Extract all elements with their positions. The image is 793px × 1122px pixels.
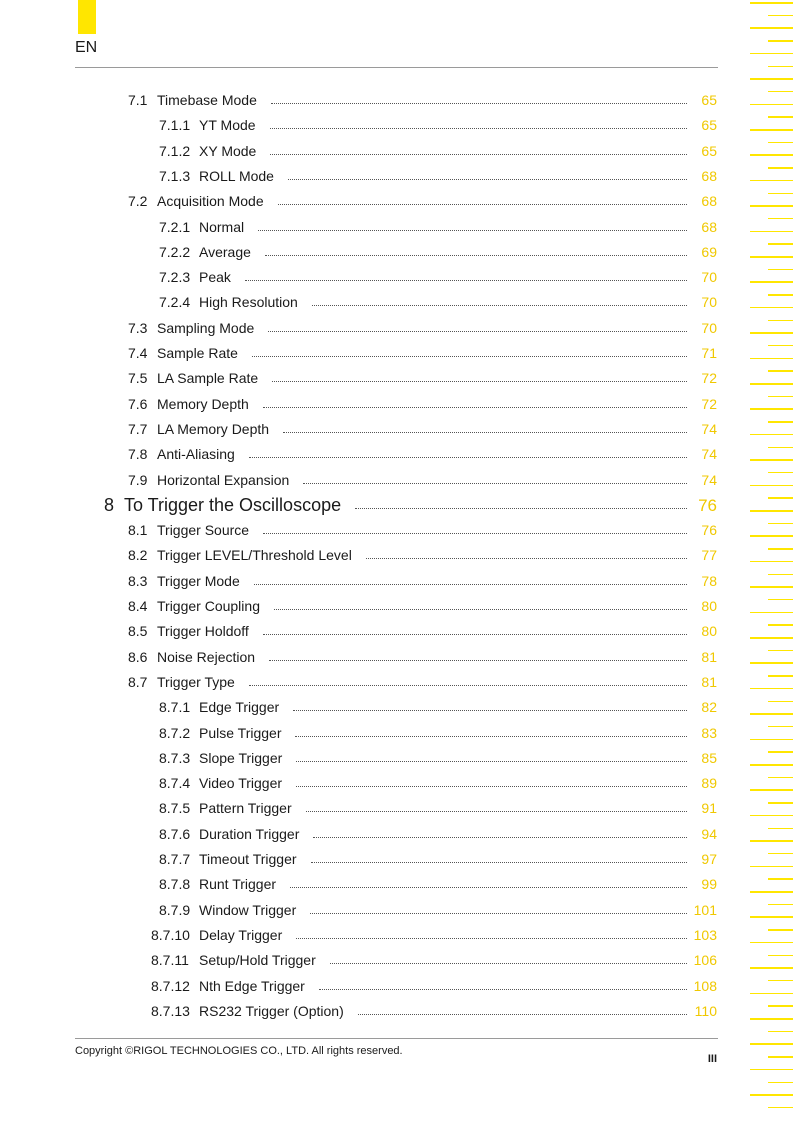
toc-dot-leader (271, 103, 687, 104)
toc-entry-number: 8.6 (128, 648, 148, 665)
toc-page-number: 65 (701, 92, 717, 108)
toc-dot-leader (270, 128, 687, 129)
toc-entry-title: LA Memory Depth (157, 420, 270, 437)
toc-entry-number: 7.2.1 (159, 218, 191, 235)
toc-dot-leader (265, 255, 687, 256)
toc-page-number: 69 (701, 243, 717, 260)
ruler-tick (768, 1082, 793, 1084)
toc-entry-8-7-3[interactable] (0, 746, 793, 771)
toc-dot-leader (330, 963, 687, 964)
ruler-tick (768, 15, 793, 17)
toc-page-number: 106 (693, 952, 717, 969)
toc-entry-number: 7.3 (128, 319, 148, 336)
toc-entry-title: Delay Trigger (199, 926, 283, 943)
toc-entry-number: 8.2 (128, 547, 148, 564)
toc-entry-8[interactable] (0, 493, 793, 518)
toc-entry-title: RS232 Trigger (Option) (199, 1002, 344, 1019)
toc-entry-number: 8.3 (128, 572, 148, 589)
toc-entry-title: Peak (199, 269, 231, 286)
ruler-tick (768, 1107, 793, 1109)
toc-dot-leader (268, 331, 687, 332)
toc-dot-leader (306, 811, 687, 812)
ruler-tick (750, 1043, 793, 1045)
toc-page-number: 99 (701, 876, 717, 893)
toc-entry-number: 7.8 (128, 446, 148, 463)
toc-entry-number: 8.7.10 (151, 926, 190, 943)
toc-entry-number: 8.7.7 (159, 851, 191, 867)
toc-page-number: 68 (701, 193, 717, 210)
toc-entry-title: Average (199, 243, 251, 260)
toc-page-number: 76 (701, 522, 717, 539)
toc-page-number: 77 (701, 547, 717, 564)
toc-page-number: 74 (701, 471, 717, 488)
toc-entry-8-6[interactable] (0, 645, 793, 670)
toc-dot-leader (283, 432, 687, 433)
language-label: EN (75, 39, 98, 56)
toc-entry-number: 8.7 (128, 673, 148, 690)
toc-page-number: 101 (693, 901, 717, 918)
toc-page-number: 81 (701, 673, 717, 690)
toc-entry-title: Window Trigger (199, 901, 297, 918)
toc-entry-number: 8.7.5 (159, 800, 191, 817)
toc-entry-number: 8.7.11 (151, 952, 189, 969)
toc-dot-leader (358, 1014, 687, 1015)
toc-entry-8-4[interactable] (0, 594, 793, 619)
toc-entry-title: Horizontal Expansion (157, 471, 290, 488)
toc-dot-leader (288, 179, 687, 180)
toc-entry-title: ROLL Mode (199, 167, 274, 184)
toc-dot-leader (311, 862, 687, 863)
toc-entry-title: Trigger Mode (157, 572, 240, 589)
toc-entry-title: Timebase Mode (157, 92, 257, 108)
toc-entry-7-7[interactable] (0, 417, 793, 442)
toc-dot-leader (249, 685, 687, 686)
toc-dot-leader (269, 660, 687, 661)
toc-entry-title: Sample Rate (157, 345, 238, 361)
toc-entry-7-2-2[interactable] (0, 240, 793, 265)
toc-entry-title: Runt Trigger (199, 876, 277, 893)
toc-entry-7-8[interactable] (0, 442, 793, 467)
toc-entry-number: 7.9 (128, 471, 148, 488)
toc-dot-leader (366, 558, 687, 559)
toc-entry-8-7-13[interactable] (0, 999, 793, 1024)
toc-entry-number: 7.1.1 (159, 117, 191, 134)
toc-page-number: 70 (701, 319, 717, 336)
toc-entry-title: Sampling Mode (157, 319, 255, 336)
toc-page-number: 85 (701, 749, 717, 766)
toc-page-number: 80 (701, 623, 717, 640)
toc-entry-8-7-11[interactable] (0, 948, 793, 973)
toc-entry-number: 8.7.13 (151, 1002, 190, 1019)
toc-entry-8-1[interactable] (0, 518, 793, 543)
toc-page-number: 76 (698, 495, 717, 515)
toc-page-number: 70 (701, 294, 717, 311)
toc-entry-7-3[interactable] (0, 316, 793, 341)
toc-entry-7-1[interactable] (0, 88, 793, 113)
toc-entry-title: Memory Depth (157, 395, 249, 412)
toc-page-number: 80 (701, 598, 717, 614)
header-divider (75, 67, 718, 68)
toc-entry-number: 7.5 (128, 370, 148, 387)
toc-entry-8-5[interactable] (0, 619, 793, 644)
toc-dot-leader (296, 938, 687, 939)
toc-entry-number: 8.7.9 (159, 901, 191, 918)
toc-page-number: 65 (701, 117, 717, 134)
toc-dot-leader (249, 457, 687, 458)
toc-page-number: 103 (693, 926, 717, 943)
toc-dot-leader (296, 786, 687, 787)
toc-dot-leader (278, 204, 687, 205)
toc-dot-leader (295, 736, 687, 737)
toc-entry-8-7-6[interactable] (0, 822, 793, 847)
copyright-notice: Copyright ©RIGOL TECHNOLOGIES CO., LTD. All rights reserved. (75, 1045, 403, 1057)
toc-entry-title: Trigger Coupling (157, 598, 260, 614)
toc-entry-title: Acquisition Mode (157, 193, 264, 210)
toc-entry-title: Anti-Aliasing (157, 446, 235, 463)
toc-entry-7-1-3[interactable] (0, 164, 793, 189)
toc-entry-number: 8.7.4 (159, 775, 191, 792)
page-number: III (707, 1053, 717, 1065)
toc-entry-title: To Trigger the Oscilloscope (124, 494, 342, 515)
toc-entry-7-1-2[interactable] (0, 139, 793, 164)
toc-page-number: 74 (701, 420, 717, 437)
toc-entry-number: 8.7.2 (159, 724, 191, 741)
toc-entry-number: 7.2.4 (159, 294, 191, 311)
toc-entry-number: 8 (104, 494, 115, 515)
toc-entry-title: Trigger LEVEL/Threshold Level (157, 547, 352, 564)
yellow-tab-marker (78, 0, 96, 34)
toc-dot-leader (252, 356, 687, 357)
toc-entry-8-7-2[interactable] (0, 721, 793, 746)
toc-dot-leader (258, 230, 687, 231)
ruler-tick (750, 27, 793, 29)
toc-entry-number: 7.1 (128, 92, 148, 108)
toc-dot-leader (296, 761, 687, 762)
toc-entry-8-7-7[interactable] (0, 847, 793, 872)
ruler-tick (768, 1056, 793, 1058)
toc-entry-title: LA Sample Rate (157, 370, 259, 387)
toc-entry-number: 8.7.1 (159, 699, 191, 716)
toc-dot-leader (263, 407, 687, 408)
toc-entry-number: 8.7.3 (159, 749, 191, 766)
toc-page-number: 70 (701, 269, 717, 286)
toc-dot-leader (313, 837, 687, 838)
toc-entry-8-7-8[interactable] (0, 872, 793, 897)
toc-page-number: 71 (701, 345, 717, 361)
toc-entry-7-6[interactable] (0, 392, 793, 417)
toc-page-number: 83 (701, 724, 717, 741)
toc-entry-title: High Resolution (199, 294, 298, 311)
toc-dot-leader (312, 305, 687, 306)
toc-entry-number: 7.2.3 (159, 269, 191, 286)
toc-entry-7-1-1[interactable] (0, 113, 793, 138)
toc-page-number: 89 (701, 775, 717, 792)
toc-dot-leader (263, 634, 687, 635)
toc-page-number: 91 (701, 800, 717, 817)
toc-page-number: 110 (694, 1002, 717, 1019)
toc-page-number: 97 (701, 851, 717, 867)
toc-dot-leader (290, 887, 687, 888)
toc-entry-title: Setup/Hold Trigger (199, 952, 316, 969)
toc-page-number: 94 (701, 825, 717, 842)
toc-page-number: 82 (701, 699, 717, 716)
toc-dot-leader (310, 913, 687, 914)
toc-entry-7-4[interactable] (0, 341, 793, 366)
toc-entry-title: XY Mode (199, 142, 257, 159)
toc-entry-number: 7.6 (128, 395, 148, 412)
toc-entry-7-9[interactable] (0, 468, 793, 493)
toc-entry-number: 8.7.12 (151, 977, 190, 994)
toc-entry-title: Video Trigger (199, 775, 283, 792)
ruler-tick (750, 1094, 793, 1096)
toc-entry-title: Trigger Type (157, 673, 235, 690)
toc-entry-title: Timeout Trigger (199, 851, 297, 867)
ruler-tick (750, 53, 793, 55)
toc-entry-number: 7.1.3 (159, 167, 191, 184)
toc-entry-title: Pulse Trigger (199, 724, 282, 741)
toc-entry-7-2-3[interactable] (0, 265, 793, 290)
ruler-tick (750, 78, 793, 80)
toc-entry-number: 7.2.2 (159, 243, 191, 260)
toc-dot-leader (319, 989, 687, 990)
toc-entry-title: Nth Edge Trigger (199, 977, 305, 994)
toc-entry-8-7-1[interactable] (0, 695, 793, 720)
toc-entry-8-7-4[interactable] (0, 771, 793, 796)
ruler-tick (750, 2, 793, 4)
toc-page-number: 68 (701, 167, 717, 184)
toc-entry-number: 7.2 (128, 193, 148, 210)
toc-page-number: 81 (701, 648, 717, 665)
toc-page-number: 78 (701, 572, 717, 589)
toc-page-number: 74 (701, 446, 717, 463)
toc-entry-8-7-9[interactable] (0, 898, 793, 923)
toc-entry-number: 7.4 (128, 345, 148, 361)
toc-entry-8-7-10[interactable] (0, 923, 793, 948)
toc-page-number: 72 (701, 395, 717, 412)
toc-entry-number: 8.7.6 (159, 825, 191, 842)
toc-entry-7-2[interactable] (0, 189, 793, 214)
toc-dot-leader (270, 154, 687, 155)
toc-entry-8-7[interactable] (0, 670, 793, 695)
ruler-tick (750, 1069, 793, 1071)
toc-entry-8-7-12[interactable] (0, 974, 793, 999)
toc-page-number: 72 (701, 370, 717, 387)
toc-dot-leader (272, 381, 687, 382)
toc-dot-leader (303, 483, 687, 484)
toc-dot-leader (263, 533, 687, 534)
toc-page-number: 65 (701, 142, 717, 159)
toc-dot-leader (245, 280, 687, 281)
toc-entry-title: Edge Trigger (199, 699, 280, 716)
toc-entry-title: Duration Trigger (199, 825, 300, 842)
toc-entry-title: Noise Rejection (157, 648, 256, 665)
toc-entry-title: Trigger Holdoff (157, 623, 249, 640)
toc-dot-leader (274, 609, 687, 610)
toc-entry-title: Pattern Trigger (199, 800, 292, 817)
toc-entry-title: Slope Trigger (199, 749, 283, 766)
toc-entry-number: 8.5 (128, 623, 148, 640)
ruler-tick (768, 40, 793, 42)
ruler-tick (768, 1031, 793, 1033)
toc-page-number: 108 (693, 977, 717, 994)
toc-entry-number: 8.4 (128, 598, 148, 614)
toc-dot-leader (254, 584, 687, 585)
toc-dot-leader (293, 710, 687, 711)
toc-entry-8-7-5[interactable] (0, 796, 793, 821)
toc-entry-8-2[interactable] (0, 543, 793, 568)
toc-entry-7-2-4[interactable] (0, 290, 793, 315)
toc-entry-number: 8.1 (128, 522, 148, 539)
toc-entry-7-5[interactable] (0, 366, 793, 391)
toc-entry-number: 7.1.2 (159, 142, 191, 159)
footer-divider (75, 1038, 718, 1039)
toc-entry-title: Normal (199, 218, 245, 235)
toc-entry-7-2-1[interactable] (0, 215, 793, 240)
toc-entry-number: 8.7.8 (159, 876, 191, 893)
toc-entry-title: YT Mode (199, 117, 256, 134)
ruler-tick (768, 66, 793, 68)
toc-dot-leader (355, 508, 687, 509)
toc-page-number: 68 (701, 218, 717, 235)
toc-entry-title: Trigger Source (157, 522, 250, 539)
toc-entry-8-3[interactable] (0, 569, 793, 594)
toc-entry-number: 7.7 (128, 420, 148, 437)
